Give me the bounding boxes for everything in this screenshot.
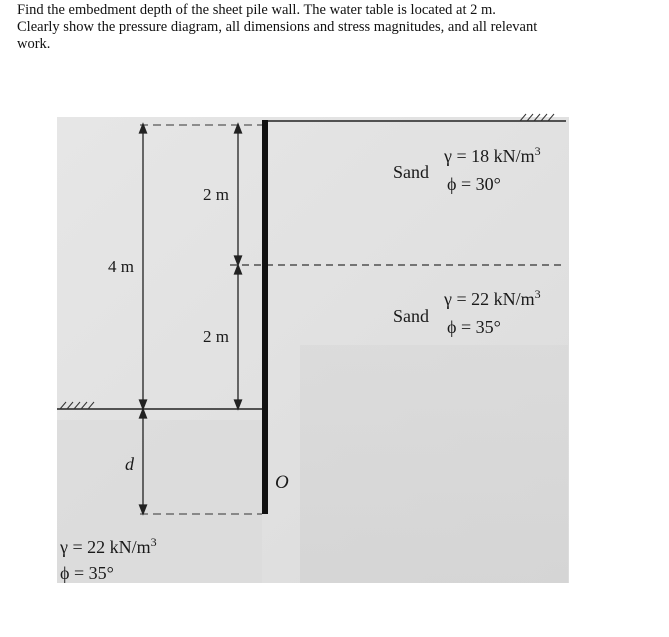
layer1-soil: Sand xyxy=(393,162,429,182)
label-2m-upper: 2 m xyxy=(203,185,229,204)
label-4m: 4 m xyxy=(108,257,134,276)
layer2-phi: ϕ = 35° xyxy=(447,317,501,337)
layer2-soil: Sand xyxy=(393,306,429,326)
layer1-phi: ϕ = 30° xyxy=(447,174,501,194)
shade-block-left xyxy=(57,420,262,583)
problem-line-3: work. xyxy=(17,36,51,52)
layer1-gamma: γ = 18 $kN/m^3$ xyxy=(444,144,541,166)
label-2m-lower: 2 m xyxy=(203,327,229,346)
passive-gamma: γ = 22 $kN/m^3$ xyxy=(60,535,157,557)
problem-line-2: Clearly show the pressure diagram, all dimensions and stress magnitudes, and all relevant xyxy=(17,19,538,35)
layer2-gamma: γ = 22 $kN/m^3$ xyxy=(444,287,541,309)
label-d: d xyxy=(125,454,134,474)
shade-block xyxy=(300,345,568,583)
sheet-pile-wall xyxy=(262,120,268,514)
passive-phi: ϕ = 35° xyxy=(60,563,114,583)
pivot-label: O xyxy=(275,472,289,493)
problem-line-1: Find the embedment depth of the sheet pile wall. The water table is located at 2 m. xyxy=(17,2,496,18)
